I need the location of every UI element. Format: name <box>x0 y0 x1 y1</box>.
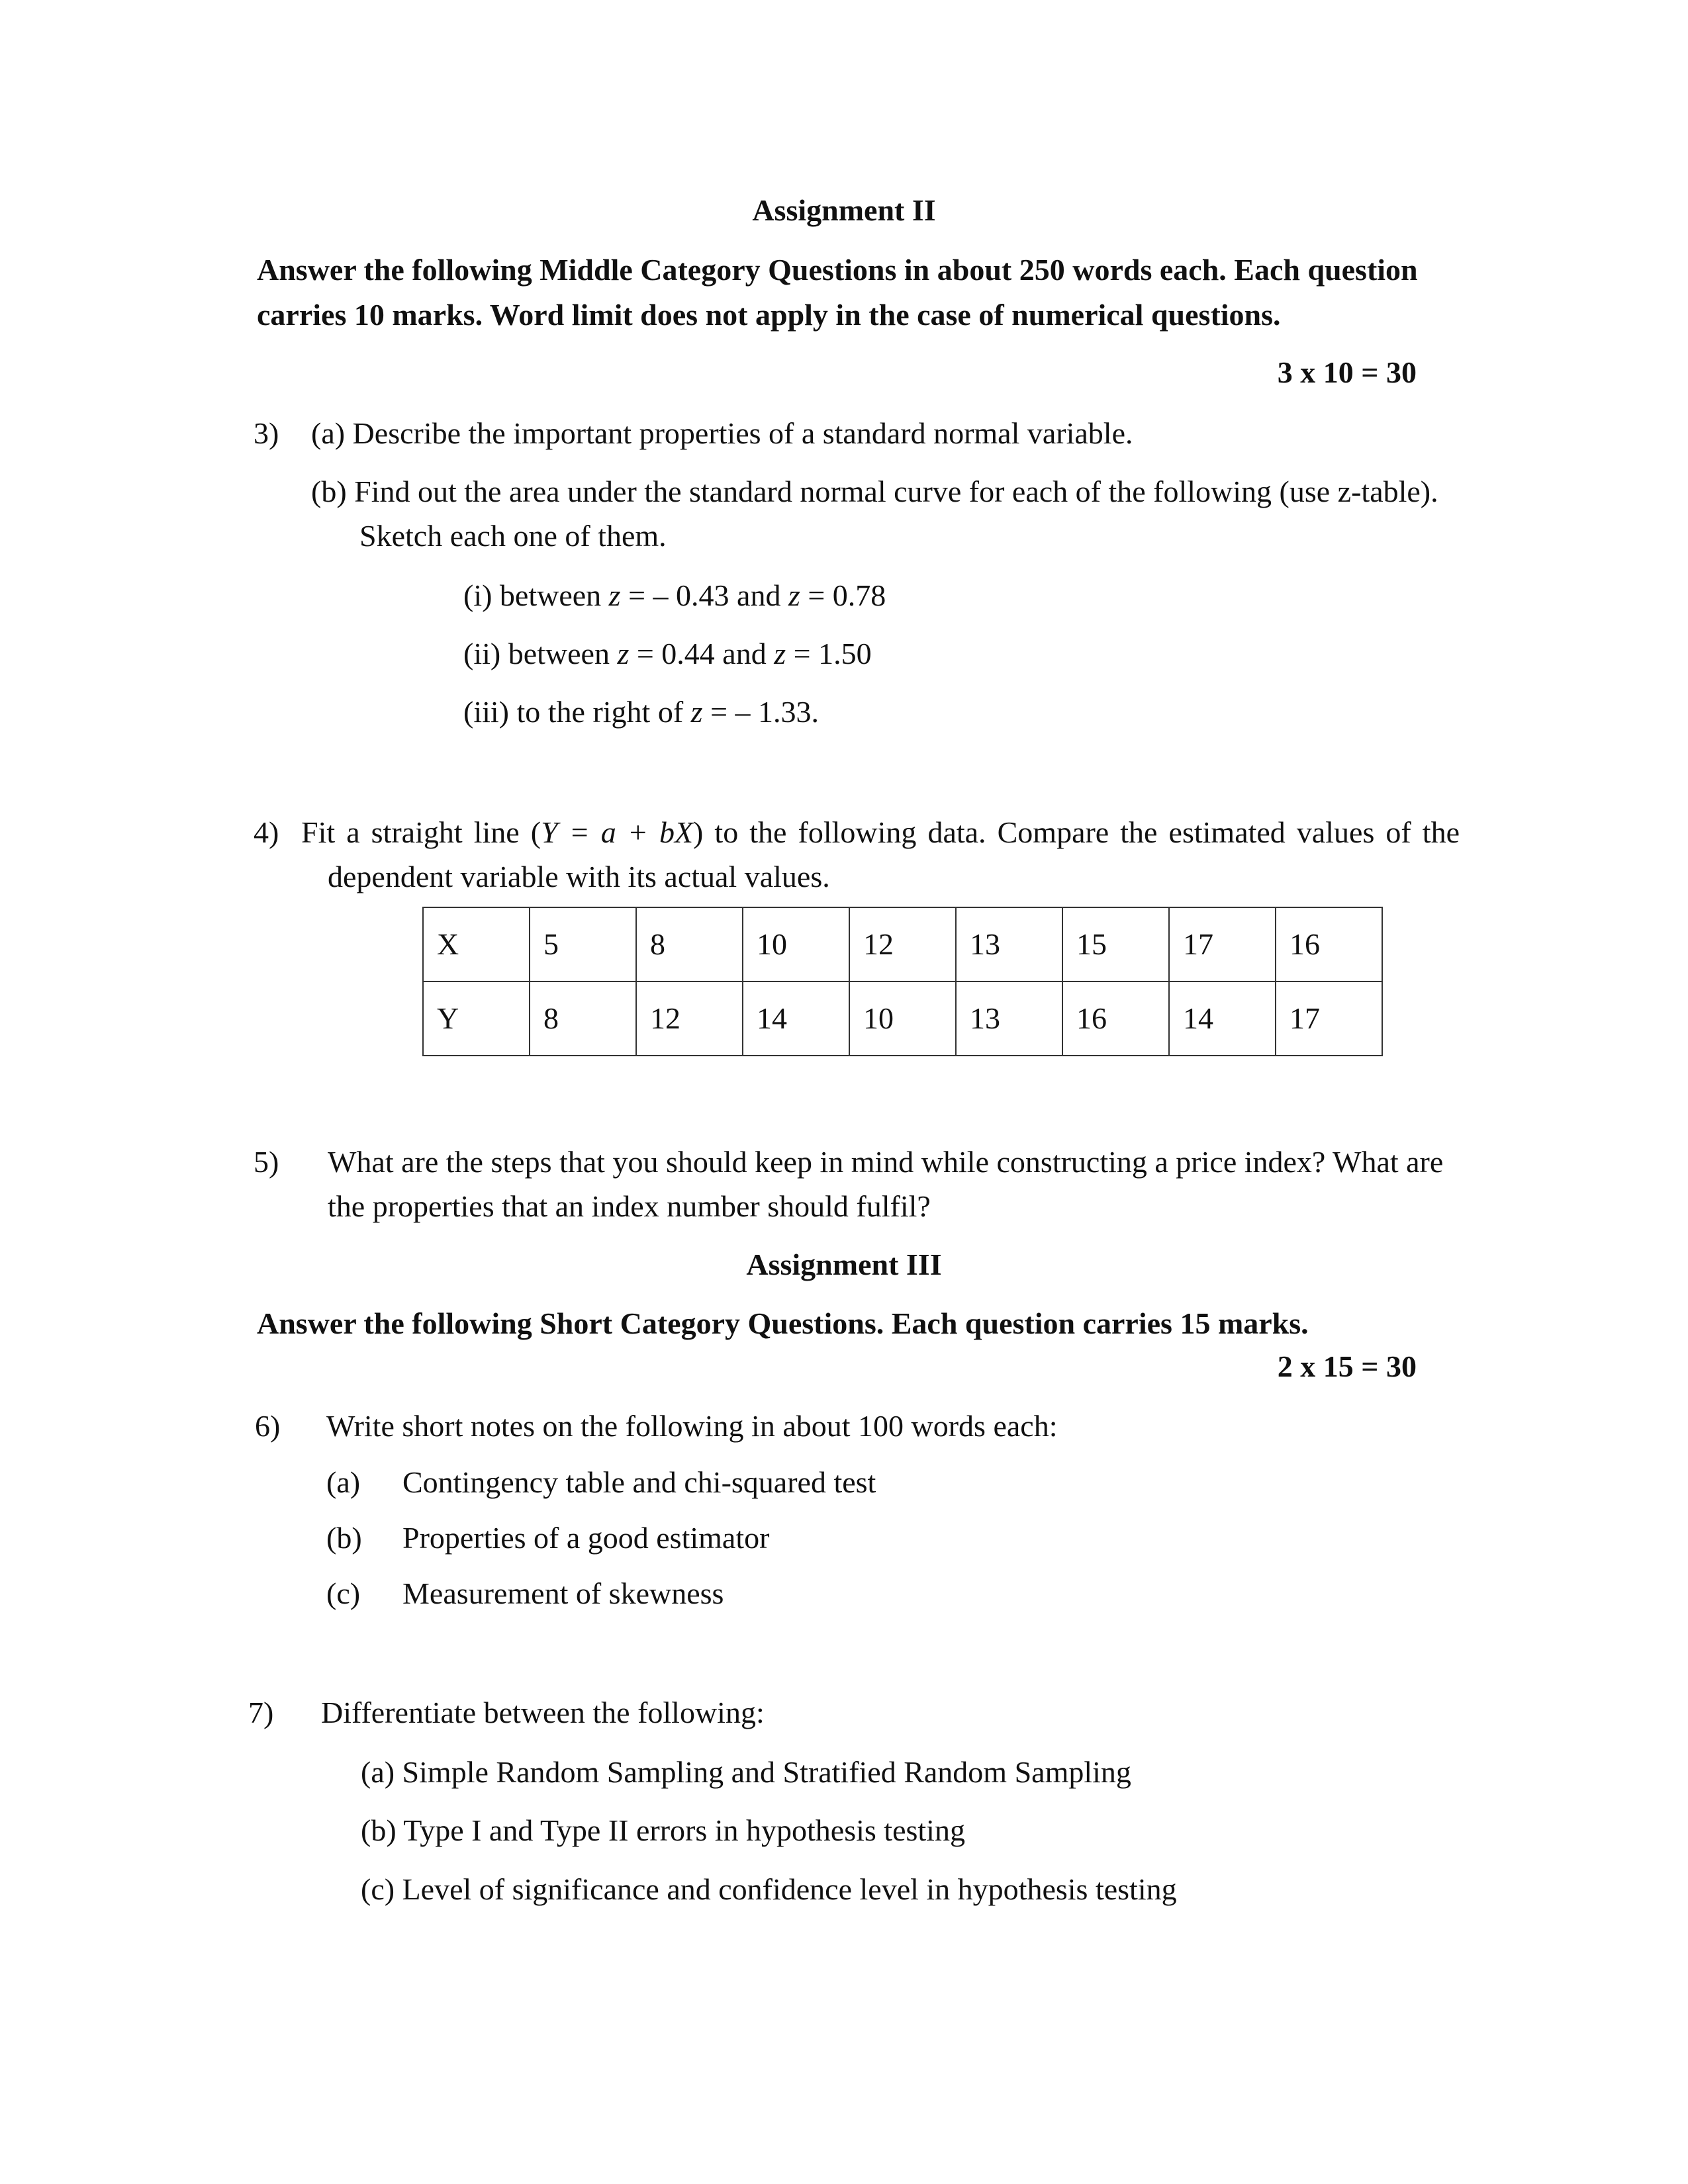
question-6-stem: Write short notes on the following in about 100 words each: <box>326 1409 1058 1443</box>
question-3b-part-ii: (ii) between z = 0.44 and z = 1.50 <box>463 637 872 670</box>
question-3b-part-iii: (iii) to the right of z = – 1.33. <box>463 695 820 729</box>
assignment-3-marks: 2 x 15 = 30 <box>1277 1349 1417 1383</box>
table-cell: 17 <box>1169 907 1276 981</box>
question-6-item-label: (a) <box>326 1465 361 1499</box>
question-3b-line1: (b) Find out the area under the standard normal curve for each of the following (use z-table). <box>311 475 1438 508</box>
question-4-line1: Fit a straight line (Y = a + bX) to the following data. Compare the estimated values of the <box>301 815 1460 849</box>
question-7-number: 7) <box>248 1696 274 1729</box>
table-cell: 8 <box>530 981 636 1056</box>
question-5-number: 5) <box>254 1145 279 1179</box>
question-6-item-label: (b) <box>326 1521 362 1555</box>
table-cell: 17 <box>1276 981 1382 1056</box>
table-cell: 16 <box>1276 907 1382 981</box>
question-6-number: 6) <box>255 1409 281 1443</box>
table-cell: 15 <box>1062 907 1169 981</box>
table-cell: 14 <box>743 981 849 1056</box>
question-5-line1: What are the steps that you should keep in mind while constructing a price index? What are <box>328 1145 1444 1179</box>
table-cell: 12 <box>849 907 956 981</box>
xy-data-table <box>422 907 1383 1056</box>
question-6-item-text: Properties of a good estimator <box>402 1521 770 1555</box>
table-cell: 12 <box>636 981 743 1056</box>
table-cell: 10 <box>849 981 956 1056</box>
question-7-stem: Differentiate between the following: <box>321 1696 765 1729</box>
table-cell: 10 <box>743 907 849 981</box>
table-row-x <box>423 907 1382 981</box>
question-3-number: 3) <box>254 416 279 450</box>
table-cell: 8 <box>636 907 743 981</box>
assignment-3-instructions: Answer the following Short Category Questions. Each question carries 15 marks. <box>257 1306 1309 1340</box>
table-cell: 13 <box>956 981 1062 1056</box>
table-cell: 5 <box>530 907 636 981</box>
assignment-2-instructions-line1: Answer the following Middle Category Questions in about 250 words each. Each question <box>257 253 1418 287</box>
question-6-item-label: (c) <box>326 1576 361 1610</box>
assignment-2-title: Assignment II <box>752 193 936 227</box>
table-cell: 16 <box>1062 981 1169 1056</box>
table-cell: 14 <box>1169 981 1276 1056</box>
table-cell-y-label: Y <box>423 981 530 1056</box>
question-7-item: (b) Type I and Type II errors in hypothesis testing <box>361 1813 965 1847</box>
assignment-2-instructions-line2: carries 10 marks. Word limit does not apply in the case of numerical questions. <box>257 298 1281 332</box>
question-7-item: (a) Simple Random Sampling and Stratified Random Sampling <box>361 1755 1131 1789</box>
question-3b-part-i: (i) between z = – 0.43 and z = 0.78 <box>463 578 886 612</box>
question-4-number: 4) <box>254 815 279 849</box>
assignment-2-marks: 3 x 10 = 30 <box>1277 355 1417 389</box>
table-cell: 13 <box>956 907 1062 981</box>
table-row-y <box>423 981 1382 1056</box>
question-6-item-text: Contingency table and chi-squared test <box>402 1465 876 1499</box>
question-3a-text: (a) Describe the important properties of a standard normal variable. <box>311 416 1133 450</box>
question-3b-line2: Sketch each one of them. <box>359 519 667 553</box>
question-7-item: (c) Level of significance and confidence level in hypothesis testing <box>361 1872 1177 1906</box>
question-6-item-text: Measurement of skewness <box>402 1576 724 1610</box>
table-cell-x-label: X <box>423 907 530 981</box>
regression-equation: Y = a + bX <box>541 815 694 849</box>
question-4-line2: dependent variable with its actual values. <box>328 860 830 893</box>
question-5-line2: the properties that an index number should fulfil? <box>328 1189 931 1223</box>
assignment-3-title: Assignment III <box>746 1248 942 1281</box>
